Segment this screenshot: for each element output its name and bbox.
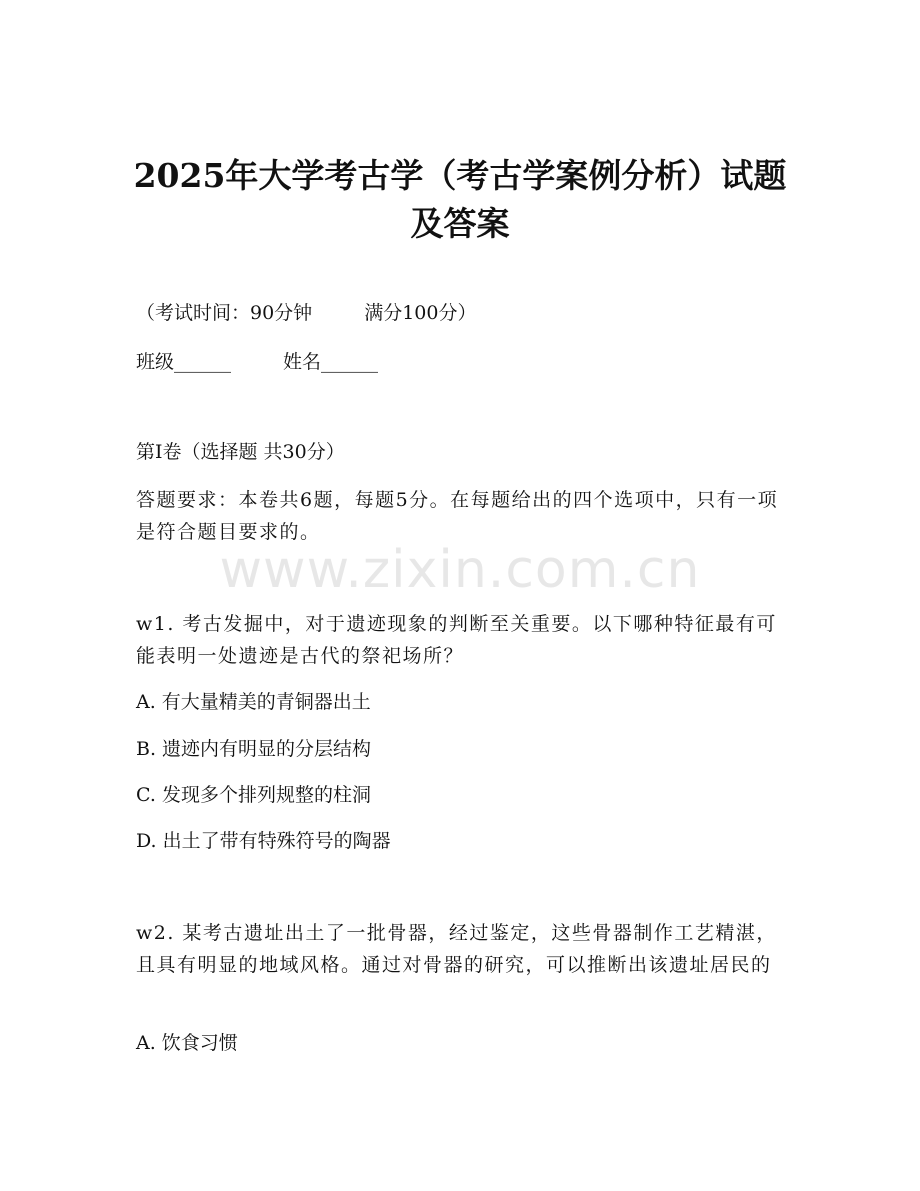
question-1-option-c: C. 发现多个排列规整的柱洞 [136,784,371,806]
title-line-1: 2025年大学考古学（考古学案例分析）试题 [133,156,787,195]
question-1-option-b: B. 遗迹内有明显的分层结构 [136,738,372,760]
student-fields [136,346,796,378]
document-title [100,152,820,248]
name-blank: ______ [321,351,379,373]
watermark: www.zixin.com.cn [219,540,701,600]
question-1-option-d: D. 出土了带有特殊符号的陶器 [136,830,391,852]
class-blank: ______ [174,351,232,373]
exam-full-score: 满分100分） [364,302,477,324]
question-2-stem: w2. 某考古遗址出土了一批骨器，经过鉴定，这些骨器制作工艺精湛，且具有明显的地域风格。通过对骨器的研究，可以推断出该遗址居民的 [136,922,777,976]
name-label: 姓名 [283,351,322,373]
question-1-option-a: A. 有大量精美的青铜器出土 [136,691,371,713]
question-1-stem: w1. 考古发掘中，对于遗迹现象的判断至关重要。以下哪种特征最有可能表明一处遗迹是古代的祭祀场所？ [136,613,777,667]
exam-time: （考试时间：90分钟 [136,302,313,324]
section-title: 第I卷（选择题 共30分） [136,441,345,463]
question-2-option-a: A. 饮食习惯 [136,1032,238,1054]
title-line-2: 及答案 [410,204,510,243]
class-label: 班级 [136,351,175,373]
exam-info [136,297,796,329]
instructions: 答题要求：本卷共6题，每题5分。在每题给出的四个选项中，只有一项是符合题目要求的。 [136,489,779,543]
